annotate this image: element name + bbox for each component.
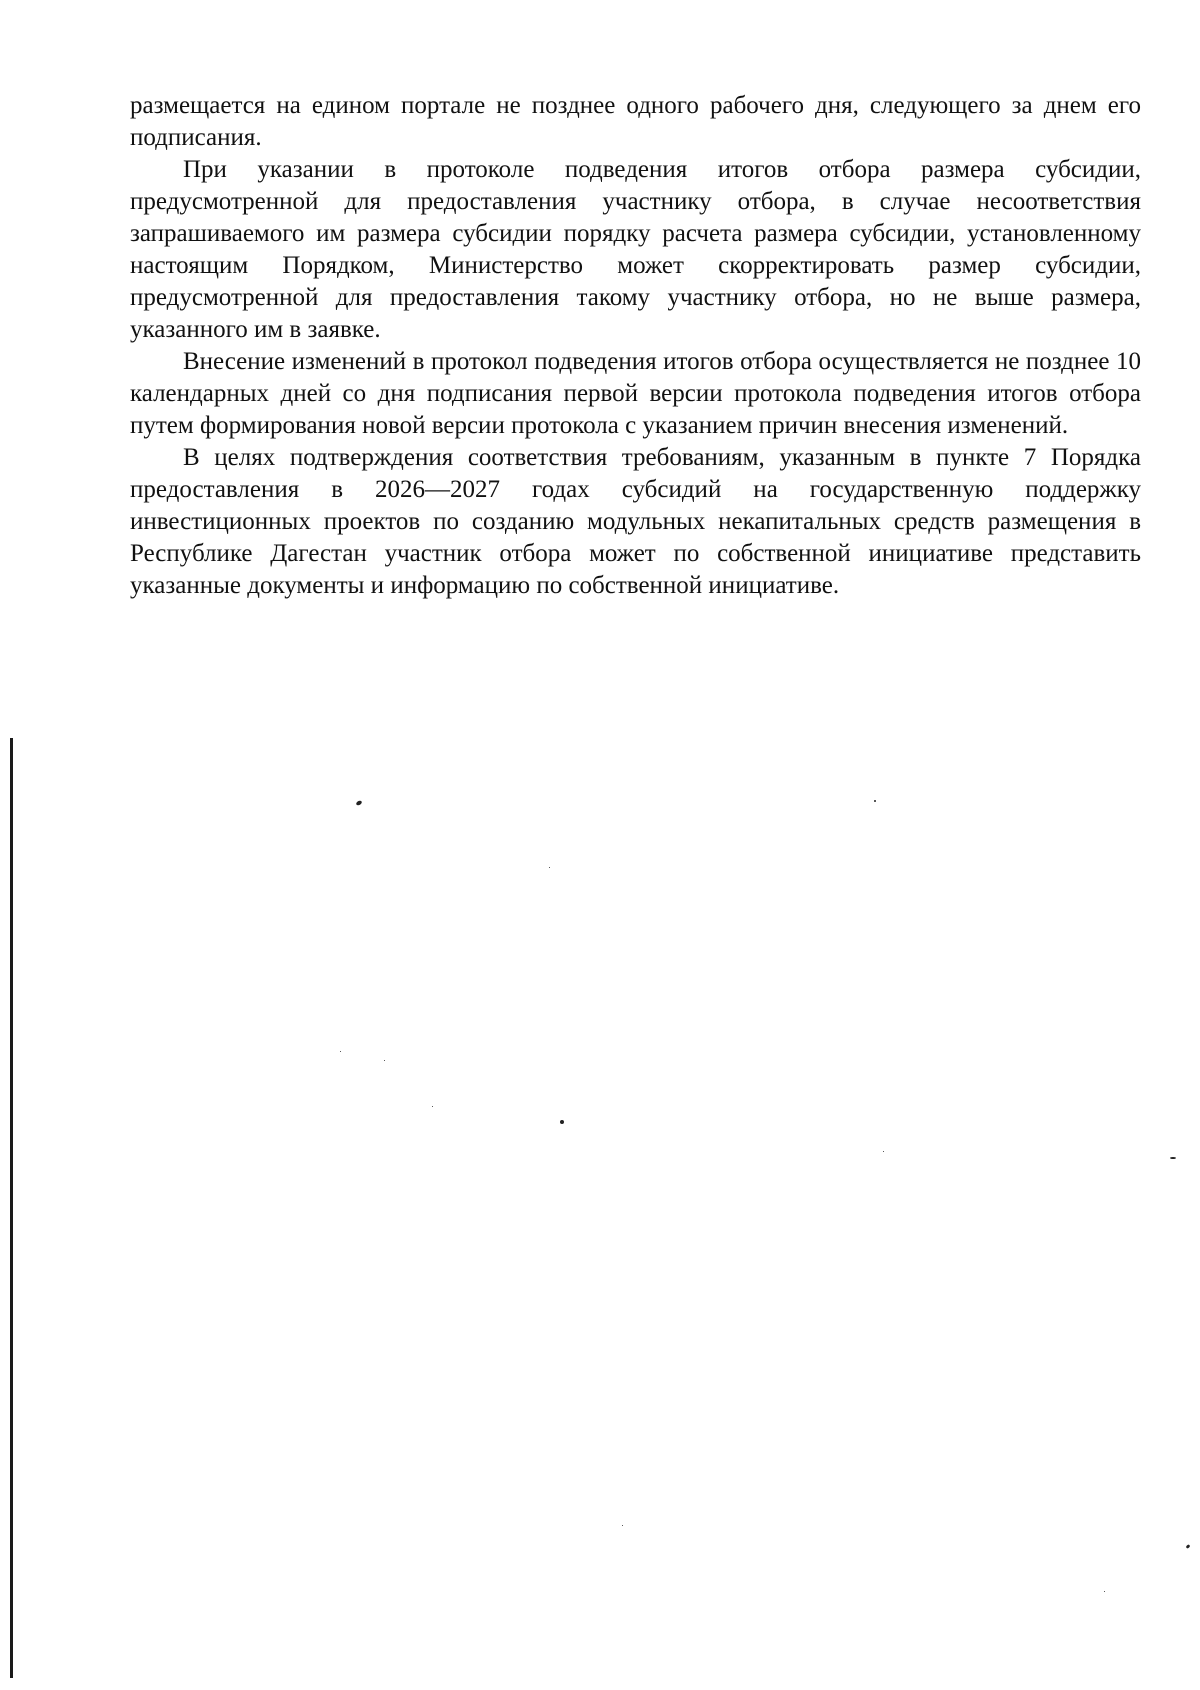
scan-speck bbox=[883, 1151, 884, 1152]
scan-speck bbox=[1170, 1157, 1176, 1159]
scan-edge-line bbox=[10, 738, 13, 1678]
paragraph-continuation: размещается на едином портале не позднее одного рабочего дня, следующего за днем его подписания. bbox=[130, 92, 1141, 151]
paragraph-confirmation: В целях подтверждения соответствия требованиям, указанным в пункте 7 Порядка предоставления в 2026—2027 годах субсидий на государственную поддержку инвестиционных проектов по созданию модульных некапитальных средств размещения в Республике Дагестан участник отбора может по собственной инициативе представить указанные документы и информацию по собственной инициативе. bbox=[130, 444, 1141, 599]
scan-speck bbox=[432, 1106, 433, 1107]
scan-speck bbox=[622, 1525, 623, 1526]
scan-speck bbox=[384, 1060, 385, 1061]
paragraph-subsidy-size: При указании в протоколе подведения итогов отбора размера субсидии, предусмотренной для предоставления участнику отбора, в случае несоответствия запрашиваемого им размера субсидии порядку расчета размера субсидии, установленному настоящим Порядком, Министерство может скорректировать размер субсидии, предусмотренной для предоставления такому участнику отбора, но не выше размера, указанного им в заявке. bbox=[130, 156, 1141, 343]
scan-speck bbox=[355, 800, 362, 806]
scan-speck bbox=[1186, 1544, 1191, 1549]
document-body bbox=[130, 90, 1141, 602]
scan-speck bbox=[874, 800, 876, 802]
paragraph-protocol-changes: Внесение изменений в протокол подведения итогов отбора осуществляется не позднее 10 календарных дней со дня подписания первой версии протокола подведения итогов отбора путем формирования новой версии протокола с указанием причин внесения изменений. bbox=[130, 348, 1141, 439]
scan-speck bbox=[1104, 1591, 1105, 1592]
scan-speck bbox=[560, 1120, 564, 1124]
scan-speck bbox=[340, 1051, 341, 1052]
scan-speck bbox=[549, 867, 550, 868]
